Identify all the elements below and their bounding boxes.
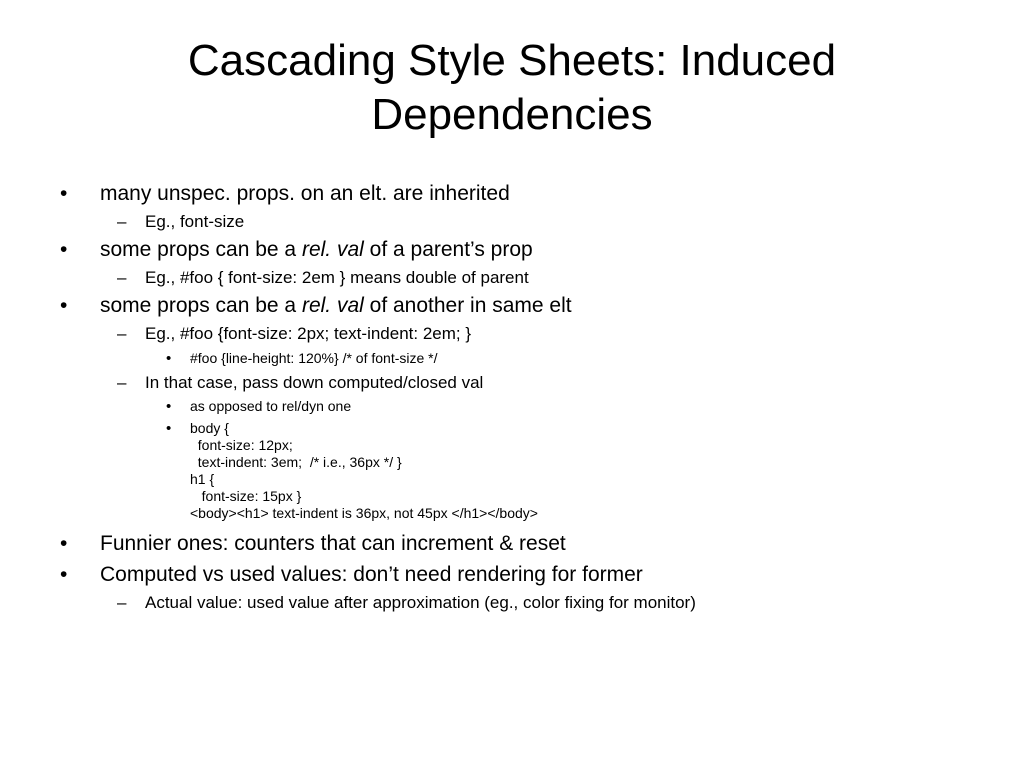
sub-bullet-marker: – [117, 212, 127, 231]
sub-sub-bullet-text: #foo {line-height: 120%} /* of font-size */ [190, 350, 438, 366]
sub-bullet-text: Eg., #foo {font-size: 2px; text-indent: 2em; } [145, 324, 472, 343]
sub-bullet-text: In that case, pass down computed/closed val [145, 373, 484, 392]
slide-title [60, 34, 964, 142]
bullet-text: Funnier ones: counters that can increment & reset [100, 532, 566, 555]
sub-bullet-marker: – [117, 324, 127, 343]
title-line-2: Dependencies [371, 90, 653, 139]
bullet-text: Computed vs used values: don’t need rendering for former [100, 563, 643, 586]
bullet-text: some props can be a rel. val of a parent’s prop [100, 238, 533, 261]
sub-bullet-text: Eg., #foo { font-size: 2em } means double of parent [145, 268, 529, 287]
sub-bullet-text: Actual value: used value after approximation (eg., color fixing for monitor) [145, 593, 696, 612]
bullet-text: some props can be a rel. val of another in same elt [100, 294, 572, 317]
bullet-marker: • [60, 238, 68, 261]
bullet-marker: • [60, 182, 68, 205]
bullet-text: many unspec. props. on an elt. are inherited [100, 182, 510, 205]
bullet-marker: • [60, 532, 68, 555]
sub-sub-bullet-text: as opposed to rel/dyn one [190, 398, 352, 414]
code-example: body { font-size: 12px; text-indent: 3em; /* i.e., 36px */ } h1 { font-size: 15px } <body><h1> text-indent is 36px, not 45px </h1></body> [190, 420, 538, 521]
sub-sub-bullet-marker: • [166, 398, 172, 415]
sub-bullet-marker: – [117, 268, 127, 287]
sub-sub-bullet-marker: • [166, 420, 172, 437]
sub-sub-bullet-marker: • [166, 350, 172, 367]
bullet-marker: • [60, 294, 68, 317]
sub-bullet-marker: – [117, 373, 127, 392]
sub-bullet-marker: – [117, 593, 127, 612]
sub-bullet-text: Eg., font-size [145, 212, 245, 231]
title-line-1: Cascading Style Sheets: Induced [187, 36, 837, 85]
bullet-marker: • [60, 563, 68, 586]
